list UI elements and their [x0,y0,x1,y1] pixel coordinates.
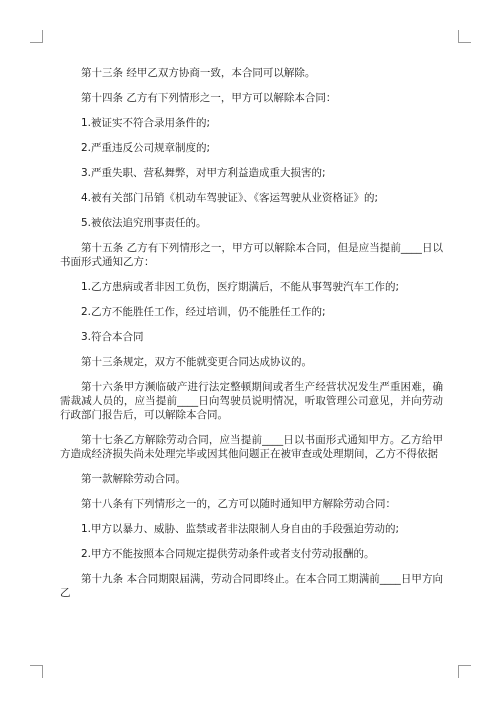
article-19: 第十九条 本合同期限届满，劳动合同即终止。在本合同工期满前____日甲方向乙 [60,573,443,599]
article-14-item-5: 5.被依法追究刑事责任的。 [81,217,207,229]
article-15-item-2: 2.乙方不能胜任工作，经过培训，仍不能胜任工作的; [81,306,326,318]
article-15-item-3-cont: 第十三条规定，双方不能就变更合同达成协议的。 [81,356,312,368]
article-14-item-2: 2.严重违反公司规章制度的; [81,142,211,154]
article-15: 第十五条 乙方有下列情形之一，甲方可以解除本合同，但是应当提前____日以书面形式通知乙方： [60,242,443,268]
crop-mark-top-left [30,30,43,43]
article-13: 第十三条 经甲乙双方协商一致，本合同可以解除。 [81,67,316,79]
article-14-item-3: 3.严重失职、营私舞弊，对甲方利益造成重大损害的; [81,167,326,179]
crop-mark-top-right [458,30,471,43]
article-15-item-3: 3.符合本合同 [81,331,144,343]
article-18-item-2: 2.甲方不能按照本合同规定提供劳动条件或者支付劳动报酬的。 [81,548,375,560]
article-14-item-1: 1.被证实不符合录用条件的; [81,117,211,129]
article-18-item-1: 1.甲方以暴力、威胁、监禁或者非法限制人身自由的手段强迫劳动的; [81,523,400,535]
article-14-item-4: 4.被有关部门吊销《机动车驾驶证》、《客运驾驶从业资格证》的; [81,192,379,204]
crop-mark-bottom-left [30,665,43,678]
article-14: 第十四条 乙方有下列情形之一，甲方可以解除本合同： [81,92,337,104]
article-15-item-1: 1.乙方患病或者非因工负伤，医疗期满后，不能从事驾驶汽车工作的; [81,281,400,293]
article-17: 第十七条乙方解除劳动合同，应当提前____日以书面形式通知甲方。乙方给甲方造成经济损失尚未处理完毕或因其他问题正在被审查或处理期间，乙方不得依据 [60,434,443,460]
article-17-cont: 第一款解除劳动合同。 [81,473,186,485]
document-body [60,66,443,611]
article-16: 第十六条甲方濒临破产进行法定整顿期间或者生产经营状况发生严重困难，确需裁减人员的，应当提前____日向驾驶员说明情况，听取管理公司意见，并向劳动行政部门报告后，可以解除本合同。 [60,381,443,421]
article-18: 第十八条有下列情形之一的，乙方可以随时通知甲方解除劳动合同： [81,498,396,510]
crop-mark-bottom-right [458,665,471,678]
